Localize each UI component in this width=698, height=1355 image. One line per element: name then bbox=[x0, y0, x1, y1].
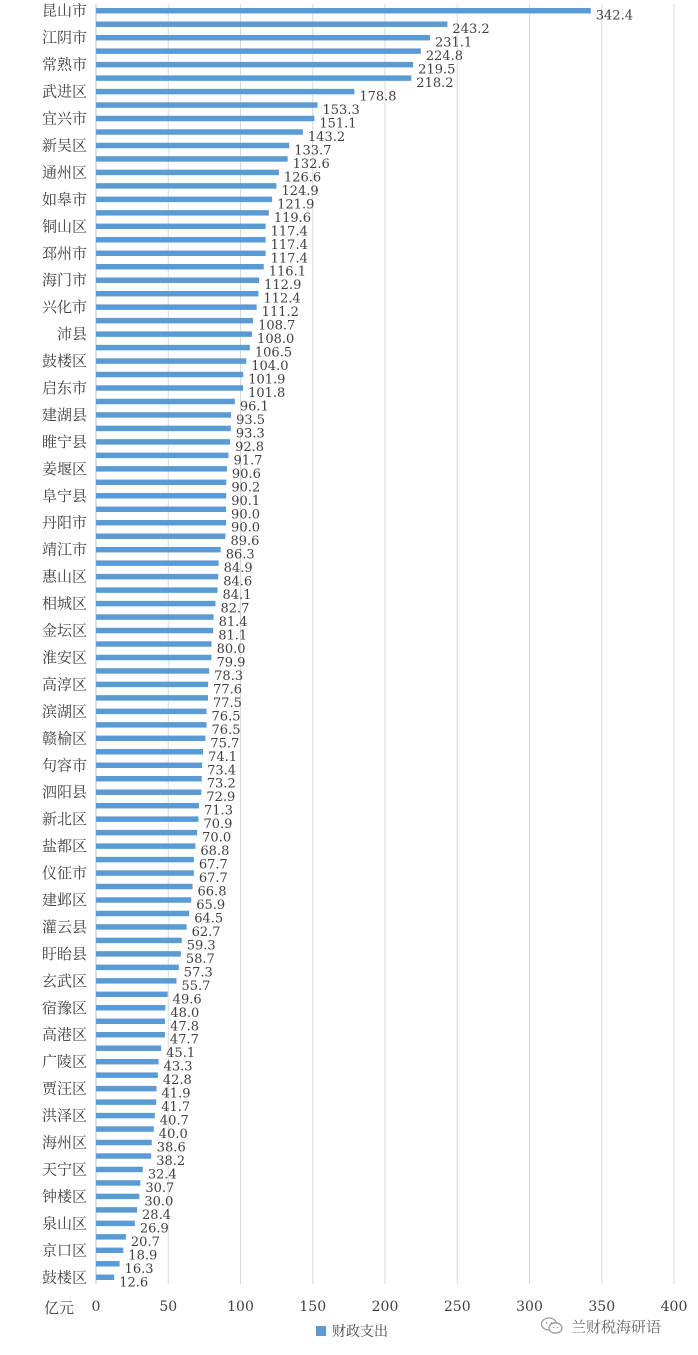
data-label: 65.9 bbox=[196, 898, 226, 913]
data-label: 78.3 bbox=[214, 668, 244, 684]
data-label: 62.7 bbox=[191, 924, 221, 940]
category-label: 淮安区 bbox=[41, 648, 87, 667]
data-label: 84.9 bbox=[223, 561, 253, 577]
bar bbox=[96, 1045, 161, 1051]
data-label: 132.6 bbox=[292, 156, 330, 172]
bar bbox=[96, 682, 208, 688]
category-label: 灌云县 bbox=[41, 917, 87, 936]
category-label: 新北区 bbox=[41, 810, 87, 829]
bar bbox=[96, 358, 246, 364]
bar bbox=[96, 978, 176, 984]
data-label: 47.7 bbox=[169, 1032, 199, 1048]
category-label: 京口区 bbox=[41, 1241, 87, 1260]
category-label: 铜山区 bbox=[41, 217, 87, 236]
data-label: 133.7 bbox=[294, 143, 332, 159]
bar bbox=[96, 547, 221, 553]
bar bbox=[96, 1207, 137, 1213]
bar bbox=[96, 816, 198, 822]
data-label: 32.4 bbox=[147, 1167, 177, 1183]
data-label: 243.2 bbox=[452, 22, 490, 38]
data-label: 38.6 bbox=[156, 1140, 186, 1156]
data-label: 104.0 bbox=[251, 359, 289, 375]
category-label: 启东市 bbox=[41, 379, 87, 397]
data-label: 41.7 bbox=[161, 1100, 191, 1116]
bar bbox=[96, 992, 168, 998]
data-label: 43.3 bbox=[163, 1059, 193, 1075]
category-label: 广陵区 bbox=[41, 1052, 87, 1071]
data-label: 117.4 bbox=[270, 237, 308, 253]
bar bbox=[96, 237, 266, 243]
bar bbox=[96, 210, 269, 216]
data-label: 178.8 bbox=[359, 89, 397, 105]
data-label: 77.5 bbox=[212, 695, 242, 711]
bar bbox=[96, 224, 266, 230]
data-label: 106.5 bbox=[254, 345, 293, 361]
bar bbox=[96, 480, 226, 486]
bar bbox=[96, 924, 187, 930]
data-label: 59.3 bbox=[186, 938, 216, 954]
category-label: 睢宁县 bbox=[41, 432, 87, 451]
data-label: 90.0 bbox=[231, 507, 261, 523]
category-label: 沛县 bbox=[56, 325, 87, 344]
bar bbox=[96, 655, 211, 661]
bar bbox=[96, 884, 193, 890]
bar bbox=[96, 1005, 165, 1011]
legend-swatch bbox=[316, 1326, 326, 1336]
category-label: 如皋市 bbox=[41, 190, 87, 209]
bar bbox=[96, 587, 218, 593]
bar bbox=[96, 399, 235, 405]
category-label: 常熟市 bbox=[41, 55, 87, 74]
bar bbox=[96, 89, 354, 95]
bar bbox=[96, 116, 314, 122]
bar bbox=[96, 1140, 152, 1146]
bar bbox=[96, 951, 181, 957]
category-label: 玄武区 bbox=[41, 971, 87, 990]
wechat-icon bbox=[541, 1317, 563, 1335]
data-label: 42.8 bbox=[162, 1073, 192, 1089]
data-label: 26.9 bbox=[139, 1221, 169, 1237]
bar bbox=[96, 75, 411, 81]
bar bbox=[96, 1275, 114, 1281]
data-label: 70.9 bbox=[203, 817, 233, 833]
bar bbox=[96, 763, 202, 769]
bar bbox=[96, 695, 208, 701]
category-label: 泉山区 bbox=[41, 1214, 87, 1233]
bar bbox=[96, 789, 201, 795]
data-label: 82.7 bbox=[220, 601, 250, 617]
data-label: 80.0 bbox=[216, 642, 246, 657]
bar bbox=[96, 736, 205, 742]
bar bbox=[96, 1261, 120, 1267]
bar bbox=[96, 318, 253, 324]
data-label: 40.0 bbox=[158, 1127, 188, 1143]
bar bbox=[96, 1032, 165, 1038]
data-label: 342.4 bbox=[595, 8, 633, 24]
data-label: 108.0 bbox=[257, 332, 295, 348]
data-label: 67.7 bbox=[198, 871, 228, 887]
category-label: 海州区 bbox=[41, 1133, 87, 1152]
bar bbox=[96, 1234, 126, 1240]
data-label: 49.6 bbox=[172, 992, 202, 1008]
category-label: 江阴市 bbox=[41, 28, 87, 47]
data-label: 126.6 bbox=[283, 170, 322, 186]
x-tick-label: 200 bbox=[371, 1299, 399, 1315]
x-tick-label: 0 bbox=[91, 1299, 101, 1315]
category-label: 高淳区 bbox=[41, 675, 87, 694]
category-label: 惠山区 bbox=[41, 567, 87, 586]
data-label: 66.8 bbox=[197, 884, 227, 900]
bar bbox=[96, 197, 272, 203]
bar bbox=[96, 304, 257, 310]
bar bbox=[96, 1099, 156, 1105]
x-tick-label: 400 bbox=[660, 1299, 688, 1315]
category-label: 姜堰区 bbox=[41, 459, 87, 478]
data-label: 12.6 bbox=[119, 1275, 149, 1291]
bar bbox=[96, 331, 252, 337]
bar bbox=[96, 533, 225, 539]
bar bbox=[96, 372, 243, 378]
data-label: 108.7 bbox=[258, 318, 296, 334]
bar bbox=[96, 8, 591, 14]
category-label: 洪泽区 bbox=[41, 1106, 87, 1125]
data-label: 79.9 bbox=[216, 655, 246, 671]
data-label: 16.3 bbox=[124, 1261, 154, 1277]
data-label: 64.5 bbox=[194, 911, 224, 927]
data-label: 18.9 bbox=[128, 1248, 158, 1264]
bar bbox=[96, 749, 203, 755]
bar bbox=[96, 1180, 140, 1186]
bar bbox=[96, 1126, 154, 1132]
bar bbox=[96, 48, 421, 54]
data-label: 76.5 bbox=[211, 722, 241, 738]
x-tick-label: 350 bbox=[588, 1299, 616, 1315]
data-label: 81.4 bbox=[218, 615, 248, 631]
watermark bbox=[541, 1314, 661, 1338]
category-label: 相城区 bbox=[41, 594, 87, 613]
data-label: 101.8 bbox=[248, 386, 286, 401]
category-label: 武进区 bbox=[41, 82, 87, 101]
bar bbox=[96, 156, 288, 162]
data-label: 20.7 bbox=[130, 1234, 160, 1250]
data-label: 90.2 bbox=[231, 480, 261, 496]
x-tick-label: 50 bbox=[159, 1299, 178, 1315]
data-label: 93.5 bbox=[236, 412, 266, 428]
bar bbox=[96, 35, 430, 41]
category-label: 靖江市 bbox=[41, 540, 87, 559]
category-label: 盱眙县 bbox=[41, 944, 87, 963]
data-label: 119.6 bbox=[273, 210, 312, 226]
bar bbox=[96, 345, 250, 351]
bar bbox=[96, 641, 212, 647]
data-label: 124.9 bbox=[281, 183, 319, 199]
category-label: 昆山市 bbox=[41, 1, 87, 20]
bar bbox=[96, 897, 191, 903]
data-label: 30.0 bbox=[144, 1194, 174, 1210]
data-label: 121.9 bbox=[277, 197, 315, 213]
bar bbox=[96, 938, 182, 944]
bar bbox=[96, 614, 214, 620]
bar bbox=[96, 911, 189, 917]
unit-label: 亿元 bbox=[43, 1299, 74, 1317]
x-tick-label: 300 bbox=[516, 1299, 543, 1315]
data-label: 231.1 bbox=[434, 35, 473, 51]
data-label: 77.6 bbox=[213, 682, 243, 698]
bar bbox=[96, 776, 202, 782]
data-label: 57.3 bbox=[183, 965, 213, 981]
bar bbox=[96, 1248, 123, 1254]
data-label: 68.8 bbox=[200, 844, 230, 860]
bar bbox=[96, 21, 447, 27]
data-label: 48.0 bbox=[170, 1005, 200, 1021]
category-label: 滨湖区 bbox=[41, 702, 87, 721]
data-label: 101.9 bbox=[248, 372, 286, 388]
category-label: 宜兴市 bbox=[41, 109, 87, 128]
bar bbox=[96, 1086, 157, 1092]
data-label: 71.3 bbox=[204, 803, 233, 819]
bar bbox=[96, 1019, 165, 1025]
bar bbox=[96, 965, 179, 971]
data-label: 73.4 bbox=[207, 763, 237, 779]
data-label: 73.2 bbox=[206, 776, 236, 792]
data-label: 70.0 bbox=[202, 830, 232, 846]
category-label: 兴化市 bbox=[41, 298, 87, 317]
data-label: 92.8 bbox=[235, 439, 265, 455]
bar bbox=[96, 722, 207, 728]
data-label: 84.1 bbox=[222, 588, 252, 604]
bar bbox=[96, 1153, 151, 1159]
data-label: 96.1 bbox=[239, 399, 269, 415]
bar bbox=[96, 277, 259, 283]
watermark-text: 兰财税海研语 bbox=[571, 1317, 662, 1336]
bar bbox=[96, 412, 231, 418]
bar bbox=[96, 170, 279, 176]
bar bbox=[96, 574, 218, 580]
data-label: 67.7 bbox=[198, 857, 228, 873]
legend bbox=[316, 1321, 388, 1341]
bar bbox=[96, 843, 195, 849]
bar bbox=[96, 385, 243, 391]
data-label: 30.7 bbox=[145, 1180, 175, 1196]
category-label: 建邺区 bbox=[41, 891, 87, 909]
category-label: 贾汪区 bbox=[41, 1079, 87, 1098]
bar bbox=[96, 601, 216, 607]
x-tick-label: 250 bbox=[443, 1299, 471, 1315]
bar bbox=[96, 62, 413, 67]
data-label: 40.7 bbox=[159, 1113, 189, 1129]
data-label: 91.7 bbox=[233, 453, 263, 469]
data-label: 74.1 bbox=[208, 749, 238, 765]
category-label: 仪征市 bbox=[41, 864, 87, 883]
category-label: 宿豫区 bbox=[41, 998, 87, 1017]
category-label: 句容市 bbox=[41, 756, 87, 775]
category-label: 新吴区 bbox=[41, 136, 87, 155]
data-label: 224.8 bbox=[425, 49, 464, 65]
data-label: 112.4 bbox=[263, 291, 301, 307]
data-label: 90.6 bbox=[231, 466, 261, 482]
bar bbox=[96, 803, 199, 809]
category-label: 金坛区 bbox=[41, 621, 87, 640]
category-label: 鼓楼区 bbox=[41, 1268, 87, 1287]
category-label: 通州区 bbox=[41, 163, 87, 182]
category-label: 鼓楼区 bbox=[41, 352, 87, 371]
category-label: 盐都区 bbox=[41, 837, 87, 856]
category-label: 天宁区 bbox=[41, 1160, 87, 1179]
legend-label: 财政支出 bbox=[332, 1324, 388, 1340]
category-label: 建湖县 bbox=[41, 405, 87, 424]
data-label: 111.2 bbox=[261, 305, 299, 321]
data-label: 28.4 bbox=[142, 1207, 171, 1223]
bar bbox=[96, 560, 219, 566]
bar bbox=[96, 426, 231, 432]
data-label: 75.7 bbox=[210, 736, 240, 752]
bar bbox=[96, 507, 226, 513]
data-label: 143.2 bbox=[307, 130, 346, 145]
bar bbox=[96, 1113, 155, 1119]
category-label: 高港区 bbox=[41, 1025, 87, 1044]
bar bbox=[96, 1167, 143, 1173]
data-label: 90.1 bbox=[231, 493, 261, 509]
data-label: 45.1 bbox=[166, 1046, 196, 1062]
bar bbox=[96, 628, 213, 634]
category-label: 阜宁县 bbox=[41, 486, 87, 505]
data-label: 89.6 bbox=[230, 534, 260, 550]
data-label: 47.8 bbox=[170, 1019, 200, 1035]
bar bbox=[96, 291, 258, 297]
data-label: 58.7 bbox=[185, 951, 215, 967]
bar bbox=[96, 1221, 135, 1227]
data-label: 86.3 bbox=[225, 547, 255, 563]
bar bbox=[96, 1194, 139, 1200]
data-label: 151.1 bbox=[319, 116, 357, 132]
bar bbox=[96, 668, 209, 674]
bar bbox=[96, 830, 197, 836]
category-label: 邳州市 bbox=[41, 244, 87, 263]
data-label: 81.1 bbox=[218, 628, 248, 644]
data-label: 153.3 bbox=[322, 103, 360, 119]
bar bbox=[96, 520, 226, 526]
data-label: 117.4 bbox=[270, 251, 308, 267]
bar bbox=[96, 857, 194, 863]
bar bbox=[96, 493, 226, 499]
bar bbox=[96, 129, 303, 135]
data-label: 219.5 bbox=[418, 62, 456, 78]
bar bbox=[96, 439, 230, 445]
bar bbox=[96, 183, 276, 189]
data-label: 116.1 bbox=[268, 264, 306, 280]
bar bbox=[96, 453, 229, 459]
data-label: 90.0 bbox=[231, 520, 261, 536]
bar bbox=[96, 143, 289, 149]
category-label: 丹阳市 bbox=[41, 513, 87, 532]
data-label: 76.5 bbox=[211, 709, 241, 725]
category-label: 钟楼区 bbox=[41, 1187, 87, 1206]
bar bbox=[96, 870, 194, 876]
x-tick-label: 150 bbox=[299, 1299, 327, 1315]
bar bbox=[96, 1072, 158, 1078]
bar bbox=[96, 466, 227, 472]
data-label: 38.2 bbox=[156, 1154, 186, 1169]
bar bbox=[96, 102, 318, 108]
bar bbox=[96, 1059, 159, 1065]
x-tick-label: 100 bbox=[227, 1299, 254, 1315]
bar bbox=[96, 709, 207, 715]
category-label: 海门市 bbox=[41, 271, 87, 290]
data-label: 218.2 bbox=[416, 76, 454, 92]
data-label: 41.9 bbox=[161, 1086, 191, 1102]
data-label: 55.7 bbox=[181, 978, 211, 994]
category-label: 泗阳县 bbox=[41, 783, 87, 802]
data-label: 93.3 bbox=[235, 426, 265, 442]
bar bbox=[96, 251, 266, 257]
data-label: 72.9 bbox=[206, 790, 236, 806]
data-label: 117.4 bbox=[270, 224, 308, 240]
category-label: 赣榆区 bbox=[41, 729, 87, 748]
data-label: 112.9 bbox=[264, 278, 302, 294]
data-label: 84.6 bbox=[223, 574, 253, 590]
bar bbox=[96, 264, 264, 270]
